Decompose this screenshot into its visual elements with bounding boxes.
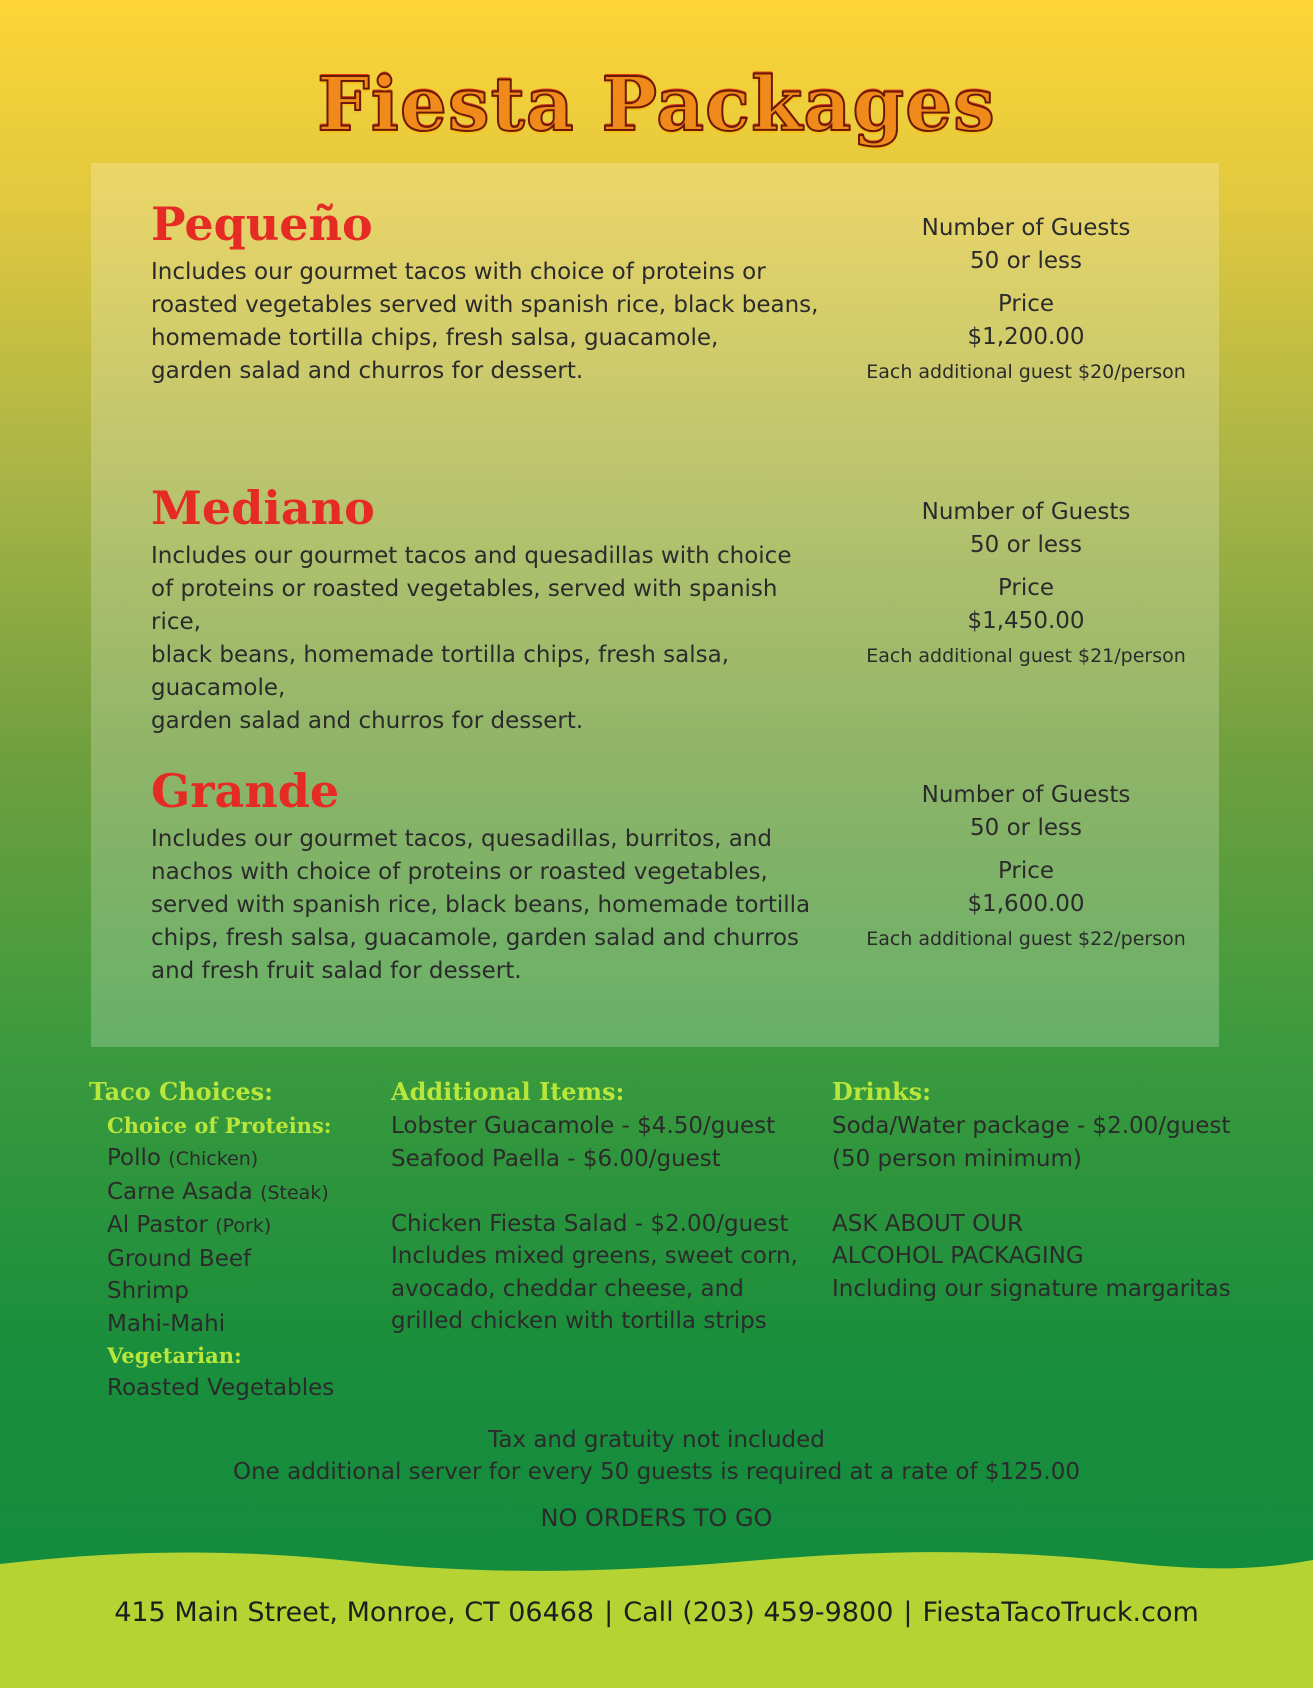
desc-line: and fresh fruit salad for dessert. (151, 958, 522, 984)
desc-line: black beans, homemade tortilla chips, fresh salsa, guacamole, (151, 642, 730, 701)
tax-note: Tax and gratuity not included (488, 1427, 825, 1453)
guests-label: Number of Guests (921, 782, 1131, 808)
desc-line: served with spanish rice, black beans, homemade tortilla (151, 892, 811, 918)
protein-item: Al Pastor (Pork) (107, 1212, 272, 1238)
protein-item: Mahi-Mahi (107, 1310, 226, 1337)
server-note: One additional server for every 50 guests is required at a rate of $125.00 (232, 1459, 1081, 1485)
guests-value: 50 or less (970, 532, 1082, 558)
desc-line: chips, fresh salsa, guacamole, garden salad and churros (151, 925, 799, 951)
separator: | (604, 1597, 614, 1628)
website-link[interactable]: FiestaTacoTruck.com (922, 1597, 1199, 1628)
price-label: Price (997, 575, 1055, 601)
item-line: Includes mixed greens, sweet corn, (391, 1243, 798, 1269)
taco-choices-heading: Taco Choices: (89, 1077, 274, 1106)
desc-line: of proteins or roasted vegetables, served with spanish rice, (151, 576, 778, 635)
desc-line: roasted vegetables served with spanish rice, black beans, (151, 292, 819, 318)
price-value: $1,600.00 (967, 891, 1085, 917)
price-value: $1,200.00 (967, 324, 1085, 350)
protein-item: Ground Beef (107, 1245, 252, 1272)
additional-items-section (391, 1074, 811, 1338)
package-description (151, 540, 831, 738)
package-pequeno (151, 196, 1191, 388)
phone-number[interactable]: Call (203) 459-9800 (623, 1597, 894, 1628)
page-title: Fiesta Packages (317, 62, 996, 148)
package-name: Grande (151, 764, 340, 818)
guests-value: 50 or less (970, 815, 1082, 841)
contact-bar (0, 1593, 1313, 1633)
additional-guest-price: Each additional guest $21/person (866, 645, 1186, 667)
protein-item: Carne Asada (Steak) (107, 1178, 329, 1205)
no-orders-note: NO ORDERS TO GO (540, 1504, 773, 1532)
protein-item: Shrimp (107, 1278, 190, 1304)
drink-line: ALCOHOL PACKAGING (832, 1243, 1084, 1269)
desc-line: nachos with choice of proteins or roasted vegetables, (151, 859, 768, 885)
desc-line: Includes our gourmet tacos and quesadillas with choice (151, 543, 792, 569)
item-line: grilled chicken with tortilla strips (391, 1308, 767, 1334)
proteins-heading: Choice of Proteins: (107, 1113, 332, 1138)
address: 415 Main Street, Monroe, CT 06468 (114, 1597, 595, 1628)
price-label: Price (997, 291, 1055, 317)
guests-label: Number of Guests (921, 215, 1131, 241)
price-label: Price (997, 858, 1055, 884)
item-line: avocado, cheddar cheese, and (391, 1275, 744, 1302)
package-info (866, 779, 1186, 955)
price-value: $1,450.00 (967, 608, 1085, 634)
vegetarian-heading: Vegetarian: (107, 1343, 242, 1368)
item-line: Lobster Guacamole - $4.50/guest (391, 1113, 776, 1139)
drinks-heading: Drinks: (832, 1077, 932, 1106)
vegetarian-item: Roasted Vegetables (107, 1375, 335, 1401)
additional-guest-price: Each additional guest $22/person (866, 928, 1186, 950)
footer-notes (0, 1424, 1313, 1534)
item-line: Chicken Fiesta Salad - $2.00/guest (391, 1210, 789, 1237)
package-description (151, 256, 831, 388)
drink-line: ASK ABOUT OUR (832, 1210, 1024, 1237)
desc-line: garden salad and churros for dessert. (151, 358, 584, 384)
package-name: Pequeño (151, 197, 373, 251)
drink-line: Including our signature margaritas (832, 1275, 1231, 1302)
desc-line: Includes our gourmet tacos with choice of proteins or (151, 259, 766, 285)
package-mediano (151, 480, 1191, 738)
package-name: Mediano (151, 481, 375, 535)
package-info (866, 212, 1186, 388)
additional-items-heading: Additional Items: (391, 1077, 625, 1106)
drink-line: (50 person minimum) (832, 1145, 1082, 1172)
drink-line: Soda/Water package - $2.00/guest (832, 1113, 1231, 1139)
protein-item: Pollo (Chicken) (107, 1145, 259, 1171)
package-grande (151, 763, 1191, 988)
package-description (151, 823, 831, 988)
additional-guest-price: Each additional guest $20/person (866, 361, 1186, 383)
desc-line: Includes our gourmet tacos, quesadillas, burritos, and (151, 826, 772, 852)
taco-choices-section (89, 1074, 389, 1405)
guests-value: 50 or less (970, 248, 1082, 274)
guests-label: Number of Guests (921, 499, 1131, 525)
item-line: Seafood Paella - $6.00/guest (391, 1145, 721, 1172)
desc-line: homemade tortilla chips, fresh salsa, guacamole, (151, 325, 719, 351)
drinks-section (832, 1074, 1272, 1305)
package-info (866, 496, 1186, 672)
separator: | (903, 1597, 913, 1628)
desc-line: garden salad and churros for dessert. (151, 708, 584, 734)
